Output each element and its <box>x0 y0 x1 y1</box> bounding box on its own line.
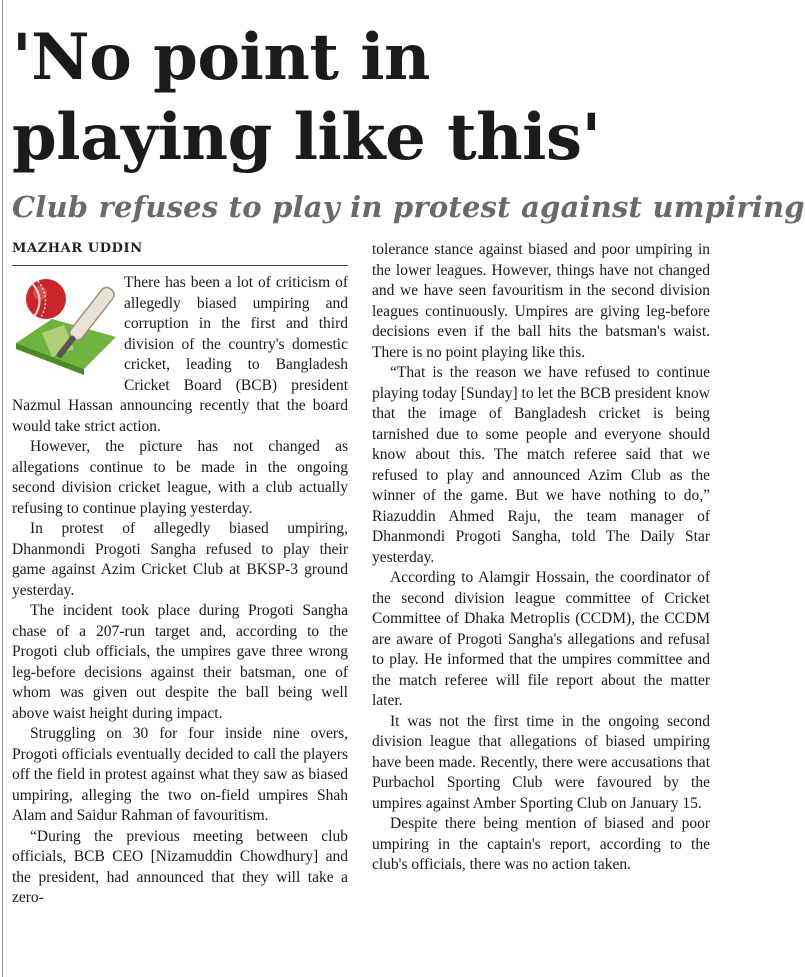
headline-line-2: playing like this' <box>12 100 601 175</box>
paragraph: According to Alamgir Hossain, the coordinator of the second division league committee of Cricket Committee of Dhaka Metroplis (CCDM), the CCDM are aware of Progoti Sangha's allegations and refusal to play. He informed that the umpires committee and the match referee will file report about the matter later. <box>372 569 710 709</box>
paragraph: However, the picture has not changed as allegations continue to be made in the ongoing second division cricket league, with a club actually refusing to continue playing yesterday. <box>12 438 348 517</box>
paragraph: In protest of allegedly biased umpiring, Dhanmondi Progoti Sangha refused to play their game against Azim Cricket Club at BKSP-3 ground yesterday. <box>12 520 348 599</box>
paragraph: Despite there being mention of biased and poor umpiring in the captain's report, according to the club's officials, there was no action taken. <box>372 815 710 873</box>
paragraph: “During the previous meeting between club officials, BCB CEO [Nizamuddin Chowdhury] and the president, had announced that they will take a zero- <box>12 827 348 906</box>
byline: MAZHAR UDDIN <box>12 241 143 256</box>
byline-divider <box>12 265 348 266</box>
article-column-left <box>12 273 348 973</box>
headline <box>12 18 712 178</box>
headline-line-1: 'No point in <box>12 20 431 95</box>
column-rule <box>2 0 3 977</box>
paragraph: Struggling on 30 for four inside nine overs, Progoti officials eventually decided to call the players off the field in protest against what they saw as biased umpiring, alleging the two on-field umpires Shah Alam and Saidur Rahman of favouritism. <box>12 725 348 824</box>
paragraph: The incident took place during Progoti Sangha chase of a 207-run target and, according to the Progoti club officials, the umpires gave three wrong leg-before decisions against their batsman, one of whom was given out despite the ball being well above waist height during impact. <box>12 602 348 722</box>
cricket-ball-and-bat-icon <box>12 273 120 383</box>
subheadline: Club refuses to play in protest against umpiring <box>12 190 805 224</box>
paragraph: It was not the first time in the ongoing second division league that allegations of biased umpiring have been made. Recently, there were accusations that Purbachol Sporting Club were favoured by the umpires against Amber Sporting Club on January 15. <box>372 712 710 812</box>
paragraph: “That is the reason we have refused to continue playing today [Sunday] to let the BCB president know that the image of Bangladesh cricket is being tarnished due to some people and everyone should know about this. The match referee said that we refused to play and announced Azim Club as the winner of the game. But we have nothing to do,” Riazuddin Ahmed Raju, the team manager of Dhanmondi Progoti Sangha, told The Daily Star yesterday. <box>372 364 710 566</box>
paragraph: There has been a lot of criticism of allegedly biased umpiring and corruption in the first and third division of the country's domestic cricket, leading to Bangladesh Cricket Board (BCB) president Nazmul Hassan announcing recently that the board would take strict action. <box>12 274 348 435</box>
paragraph: tolerance stance against biased and poor umpiring in the lower leagues. However, things have not changed and we have seen favouritism in the second division leagues continuously. Umpires are giving leg-before decisions even if the ball hits the batsman's waist. There is no point playing like this. <box>372 241 710 361</box>
article-column-right <box>372 240 710 940</box>
